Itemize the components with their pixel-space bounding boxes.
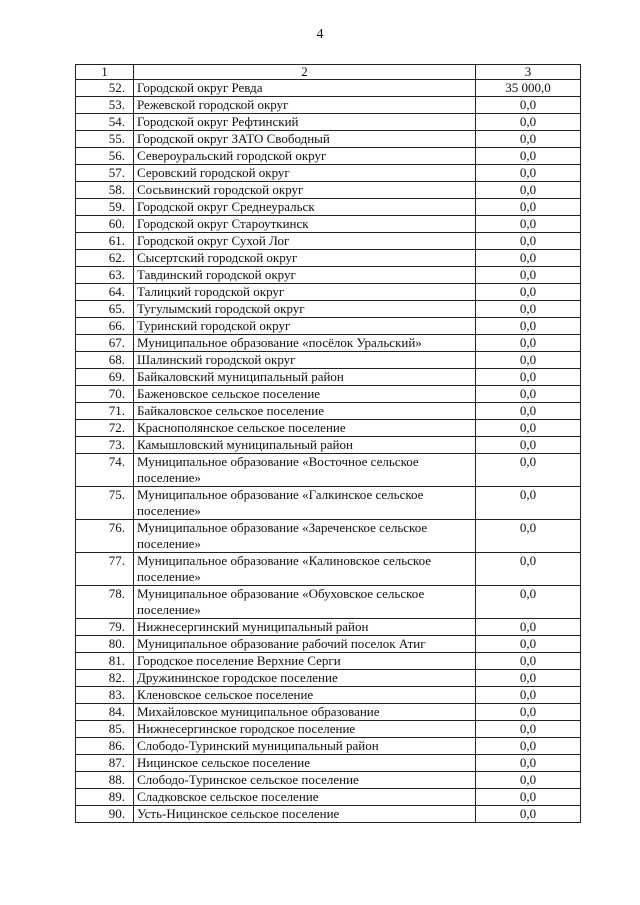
row-name: Краснополянское сельское поселение	[134, 420, 476, 437]
row-value: 0,0	[476, 182, 581, 199]
row-number: 62.	[76, 250, 134, 267]
row-number: 72.	[76, 420, 134, 437]
table-row	[76, 772, 581, 789]
row-value: 0,0	[476, 165, 581, 182]
table-row	[76, 437, 581, 454]
row-value: 0,0	[476, 704, 581, 721]
row-name: Байкаловский муниципальный район	[134, 369, 476, 386]
row-number: 55.	[76, 131, 134, 148]
row-name: Муниципальное образование рабочий поселок Атиг	[134, 636, 476, 653]
row-number: 76.	[76, 520, 134, 553]
row-name: Городской округ Сухой Лог	[134, 233, 476, 250]
table-row	[76, 653, 581, 670]
row-name: Нижнесергинское городское поселение	[134, 721, 476, 738]
row-number: 77.	[76, 553, 134, 586]
row-number: 64.	[76, 284, 134, 301]
row-value: 0,0	[476, 687, 581, 704]
row-number: 86.	[76, 738, 134, 755]
table-row	[76, 738, 581, 755]
row-value: 0,0	[476, 653, 581, 670]
table-row	[76, 352, 581, 369]
table-row	[76, 267, 581, 284]
row-name: Городской округ Староуткинск	[134, 216, 476, 233]
row-value: 35 000,0	[476, 80, 581, 97]
row-name: Ницинское сельское поселение	[134, 755, 476, 772]
page-number: 4	[316, 27, 324, 42]
row-name: Сосьвинский городской округ	[134, 182, 476, 199]
row-value: 0,0	[476, 738, 581, 755]
table-row	[76, 318, 581, 335]
row-number: 88.	[76, 772, 134, 789]
table-row	[76, 806, 581, 823]
row-name: Городское поселение Верхние Серги	[134, 653, 476, 670]
row-number: 71.	[76, 403, 134, 420]
table-row	[76, 131, 581, 148]
row-number: 81.	[76, 653, 134, 670]
table-row	[76, 199, 581, 216]
table-row	[76, 80, 581, 97]
table-row	[76, 250, 581, 267]
row-value: 0,0	[476, 520, 581, 553]
table-row	[76, 721, 581, 738]
row-value: 0,0	[476, 437, 581, 454]
row-value: 0,0	[476, 789, 581, 806]
row-value: 0,0	[476, 553, 581, 586]
row-name: Тавдинский городской округ	[134, 267, 476, 284]
row-number: 63.	[76, 267, 134, 284]
row-number: 57.	[76, 165, 134, 182]
row-name: Муниципальное образование «Обуховское сельское поселение»	[134, 586, 476, 619]
row-name: Байкаловское сельское поселение	[134, 403, 476, 420]
table-header-row	[76, 65, 581, 80]
row-name: Серовский городской округ	[134, 165, 476, 182]
table-row	[76, 619, 581, 636]
table-row	[76, 233, 581, 250]
row-number: 61.	[76, 233, 134, 250]
row-number: 73.	[76, 437, 134, 454]
table-row	[76, 284, 581, 301]
row-number: 82.	[76, 670, 134, 687]
row-number: 59.	[76, 199, 134, 216]
row-number: 53.	[76, 97, 134, 114]
row-number: 54.	[76, 114, 134, 131]
row-name: Муниципальное образование «Восточное сельское поселение»	[134, 454, 476, 487]
row-value: 0,0	[476, 487, 581, 520]
row-name: Режевской городской округ	[134, 97, 476, 114]
row-name: Михайловское муниципальное образование	[134, 704, 476, 721]
row-number: 52.	[76, 80, 134, 97]
row-name: Усть-Ницинское сельское поселение	[134, 806, 476, 823]
row-name: Дружининское городское поселение	[134, 670, 476, 687]
table-row	[76, 148, 581, 165]
row-name: Баженовское сельское поселение	[134, 386, 476, 403]
table-row	[76, 114, 581, 131]
row-value: 0,0	[476, 403, 581, 420]
table-row	[76, 420, 581, 437]
table-row	[76, 704, 581, 721]
row-number: 65.	[76, 301, 134, 318]
table-row	[76, 586, 581, 619]
row-value: 0,0	[476, 369, 581, 386]
row-value: 0,0	[476, 454, 581, 487]
row-value: 0,0	[476, 420, 581, 437]
row-name: Кленовское сельское поселение	[134, 687, 476, 704]
row-value: 0,0	[476, 284, 581, 301]
row-number: 84.	[76, 704, 134, 721]
row-number: 83.	[76, 687, 134, 704]
table-row	[76, 687, 581, 704]
row-name: Североуральский городской округ	[134, 148, 476, 165]
row-value: 0,0	[476, 386, 581, 403]
table-row	[76, 216, 581, 233]
table-row	[76, 386, 581, 403]
row-name: Муниципальное образование «Калиновское сельское поселение»	[134, 553, 476, 586]
row-number: 67.	[76, 335, 134, 352]
table-row	[76, 755, 581, 772]
row-value: 0,0	[476, 806, 581, 823]
table-row	[76, 636, 581, 653]
table-row	[76, 670, 581, 687]
row-value: 0,0	[476, 318, 581, 335]
row-number: 69.	[76, 369, 134, 386]
row-name: Сладковское сельское поселение	[134, 789, 476, 806]
row-name: Городской округ Среднеуральск	[134, 199, 476, 216]
row-value: 0,0	[476, 148, 581, 165]
row-number: 90.	[76, 806, 134, 823]
table-row	[76, 520, 581, 553]
row-value: 0,0	[476, 114, 581, 131]
table-row	[76, 454, 581, 487]
row-number: 60.	[76, 216, 134, 233]
row-name: Сысертский городской округ	[134, 250, 476, 267]
row-value: 0,0	[476, 97, 581, 114]
row-number: 70.	[76, 386, 134, 403]
column-header-value: 3	[476, 65, 581, 80]
row-name: Туринский городской округ	[134, 318, 476, 335]
row-name: Камышловский муниципальный район	[134, 437, 476, 454]
row-name: Слободо-Туринское сельское поселение	[134, 772, 476, 789]
row-name: Городской округ Ревда	[134, 80, 476, 97]
row-name: Талицкий городской округ	[134, 284, 476, 301]
row-number: 79.	[76, 619, 134, 636]
row-value: 0,0	[476, 216, 581, 233]
table-row	[76, 789, 581, 806]
row-number: 58.	[76, 182, 134, 199]
row-name: Городской округ ЗАТО Свободный	[134, 131, 476, 148]
row-value: 0,0	[476, 636, 581, 653]
table-row	[76, 487, 581, 520]
row-value: 0,0	[476, 586, 581, 619]
row-number: 68.	[76, 352, 134, 369]
row-number: 80.	[76, 636, 134, 653]
row-number: 56.	[76, 148, 134, 165]
row-name: Муниципальное образование «посёлок Уральский»	[134, 335, 476, 352]
column-header-number: 1	[76, 65, 134, 80]
row-value: 0,0	[476, 335, 581, 352]
row-number: 66.	[76, 318, 134, 335]
allocation-table	[75, 64, 581, 823]
row-value: 0,0	[476, 772, 581, 789]
row-name: Тугулымский городской округ	[134, 301, 476, 318]
row-value: 0,0	[476, 670, 581, 687]
row-name: Муниципальное образование «Галкинское сельское поселение»	[134, 487, 476, 520]
row-value: 0,0	[476, 619, 581, 636]
row-value: 0,0	[476, 131, 581, 148]
table-row	[76, 335, 581, 352]
row-value: 0,0	[476, 352, 581, 369]
row-value: 0,0	[476, 233, 581, 250]
table-row	[76, 301, 581, 318]
row-value: 0,0	[476, 755, 581, 772]
row-number: 85.	[76, 721, 134, 738]
table-body	[76, 80, 581, 823]
row-number: 89.	[76, 789, 134, 806]
row-number: 74.	[76, 454, 134, 487]
row-value: 0,0	[476, 250, 581, 267]
row-number: 78.	[76, 586, 134, 619]
column-header-name: 2	[134, 65, 476, 80]
row-name: Нижнесергинский муниципальный район	[134, 619, 476, 636]
row-value: 0,0	[476, 721, 581, 738]
row-name: Муниципальное образование «Зареченское сельское поселение»	[134, 520, 476, 553]
table-row	[76, 553, 581, 586]
row-value: 0,0	[476, 301, 581, 318]
table-row	[76, 182, 581, 199]
row-value: 0,0	[476, 267, 581, 284]
row-name: Слободо-Туринский муниципальный район	[134, 738, 476, 755]
row-name: Шалинский городской округ	[134, 352, 476, 369]
table-row	[76, 165, 581, 182]
table-row	[76, 403, 581, 420]
row-name: Городской округ Рефтинский	[134, 114, 476, 131]
row-number: 75.	[76, 487, 134, 520]
table-row	[76, 369, 581, 386]
row-number: 87.	[76, 755, 134, 772]
row-value: 0,0	[476, 199, 581, 216]
table-row	[76, 97, 581, 114]
